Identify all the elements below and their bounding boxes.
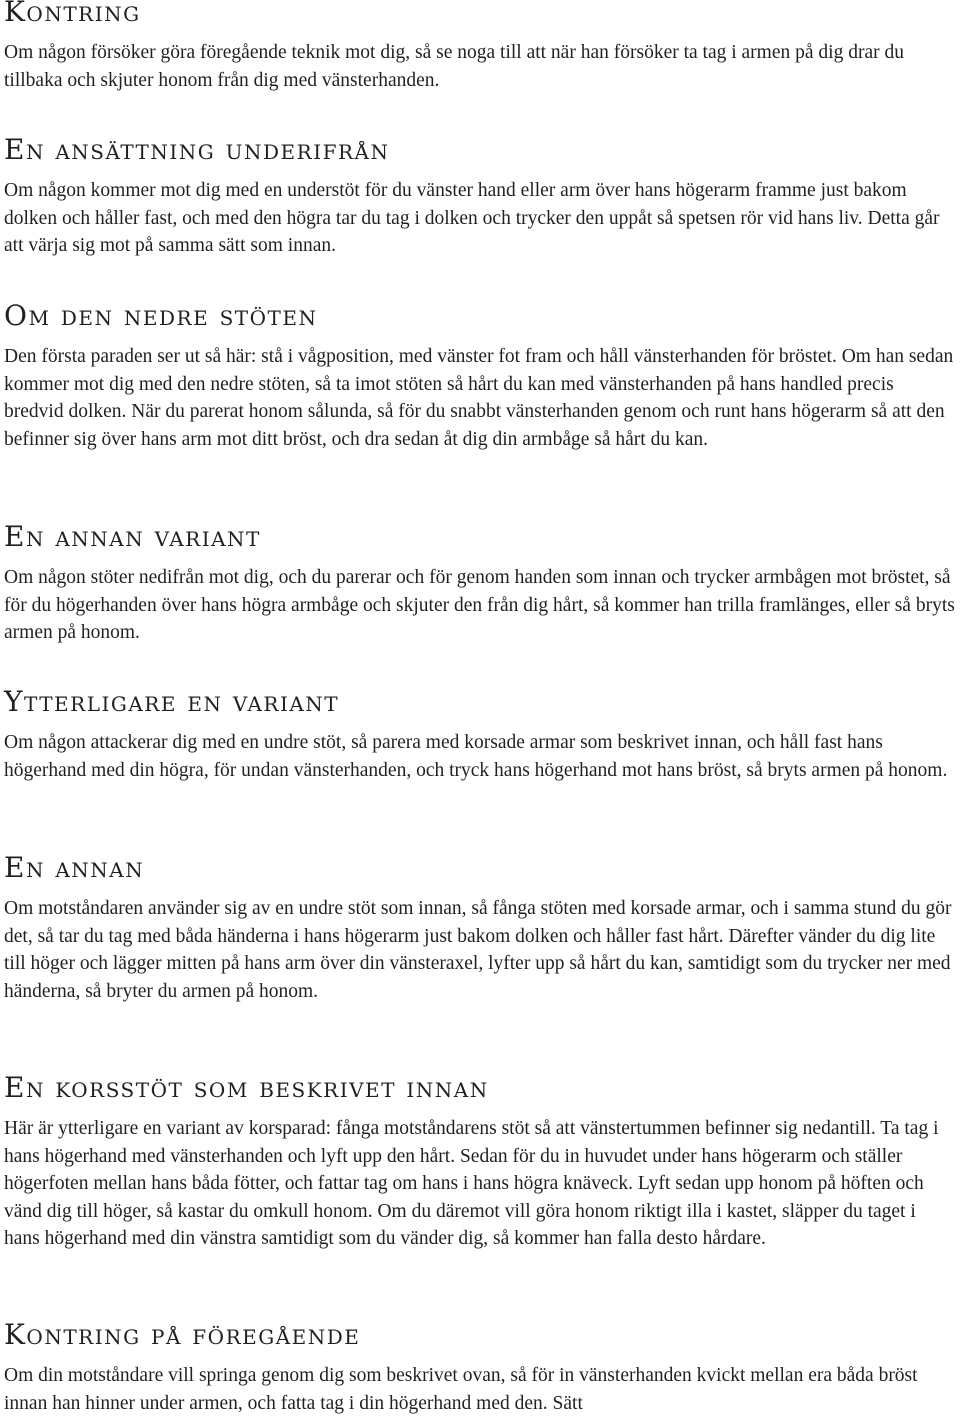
section-paragraph: Om någon försöker göra föregående teknik mot dig, så se noga till att när han försöker ta tag i armen på dig drar du tillbaka och skjuter honom från dig med vänsterhanden. — [4, 42, 904, 91]
section-paragraph: Om någon kommer mot dig med en understöt för du vänster hand eller arm över hans högerarm framme just bakom dolken och håller fast, och med den högra tar du tag i dolken och trycker den uppåt så spetsen rör vid hans liv. Detta går att värja sig mot på samma sätt som innan. — [4, 180, 940, 257]
section-paragraph: Om någon attackerar dig med en undre stöt, så parera med korsade armar som beskrivet innan, och håll fast hans högerhand med din högra, för undan vänsterhanden, och tryck hans högerhand mot hans bröst, så bryts armen på honom. — [4, 732, 948, 781]
section-en-annan — [4, 852, 956, 1005]
section-heading: Kontring — [4, 0, 141, 28]
section-en-annan-variant — [4, 521, 956, 647]
section-en-ansattning-underifran — [4, 134, 956, 260]
section-heading: Om den nedre stöten — [4, 299, 318, 332]
section-heading: Ytterligare en variant — [4, 685, 340, 718]
section-paragraph: Om motståndaren använder sig av en undre stöt som innan, så fånga stöten med korsade armar, och i samma stund du gör det, så tar du tag med båda händerna i hans högerarm just bakom dolken och håller fast hårt. Därefter vänder du dig lite till höger och lägger mitten på hans arm över din vänsteraxel, lyfter upp så hårt du kan, samtidigt som du trycker ner med händerna, så bryter du armen på honom. — [4, 898, 952, 1002]
section-paragraph: Här är ytterligare en variant av korsparad: fånga motståndarens stöt så att vänstertummen befinner sig nedantill. Ta tag i hans högerhand med vänsterhanden och lyft upp den hårt. Sedan för du in huvudet under hans högerarm och ställer högerfoten mellan hans båda fötter, och fattar tag om hans i hans högra knäveck. Lyft sedan upp honom på höften och vänd dig till höger, så kastar du omkull honom. Om du däremot vill göra honom riktigt illa i kastet, släpper du taget i hans högerhand med din vänstra samtidigt som du vänder dig, så kommer han falla desto hårdare. — [4, 1118, 939, 1250]
section-en-korsstot-som-beskrivet-innan — [4, 1072, 956, 1253]
section-paragraph: Om din motståndare vill springa genom dig som beskrivet ovan, så för in vänsterhanden kvickt mellan era båda bröst innan han hinner under armen, och fatta tag i din högerhand med den. Sätt — [4, 1365, 918, 1414]
section-heading: En korsstöt som beskrivet innan — [4, 1071, 489, 1104]
section-kontring — [4, 0, 956, 94]
section-kontring-pa-foregaende — [4, 1319, 956, 1417]
section-heading: En annan variant — [4, 520, 261, 553]
section-heading: En ansättning underifrån — [4, 133, 390, 166]
section-heading: Kontring på föregående — [4, 1318, 361, 1351]
section-heading: En annan — [4, 851, 145, 884]
section-paragraph: Om någon stöter nedifrån mot dig, och du parerar och för genom handen som innan och trycker armbågen mot bröstet, så för du högerhanden över hans högra armbåge och skjuter den från dig hårt, så kommer han trilla framlänges, eller så bryts armen på honom. — [4, 567, 955, 644]
section-ytterligare-en-variant — [4, 686, 956, 784]
section-paragraph: Den första paraden ser ut så här: stå i vågposition, med vänster fot fram och håll vänsterhanden för bröstet. Om han sedan kommer mot dig med den nedre stöten, så ta imot stöten så hårt du kan med vänsterhanden på hans handled precis bredvid dolken. När du parerat honom sålunda, så för du snabbt vänsterhanden genom och runt hans högerarm så att den befinner sig över hans arm mot ditt bröst, och dra sedan åt dig din armbåge så hårt du kan. — [4, 346, 954, 450]
section-om-den-nedre-stoten — [4, 300, 956, 453]
